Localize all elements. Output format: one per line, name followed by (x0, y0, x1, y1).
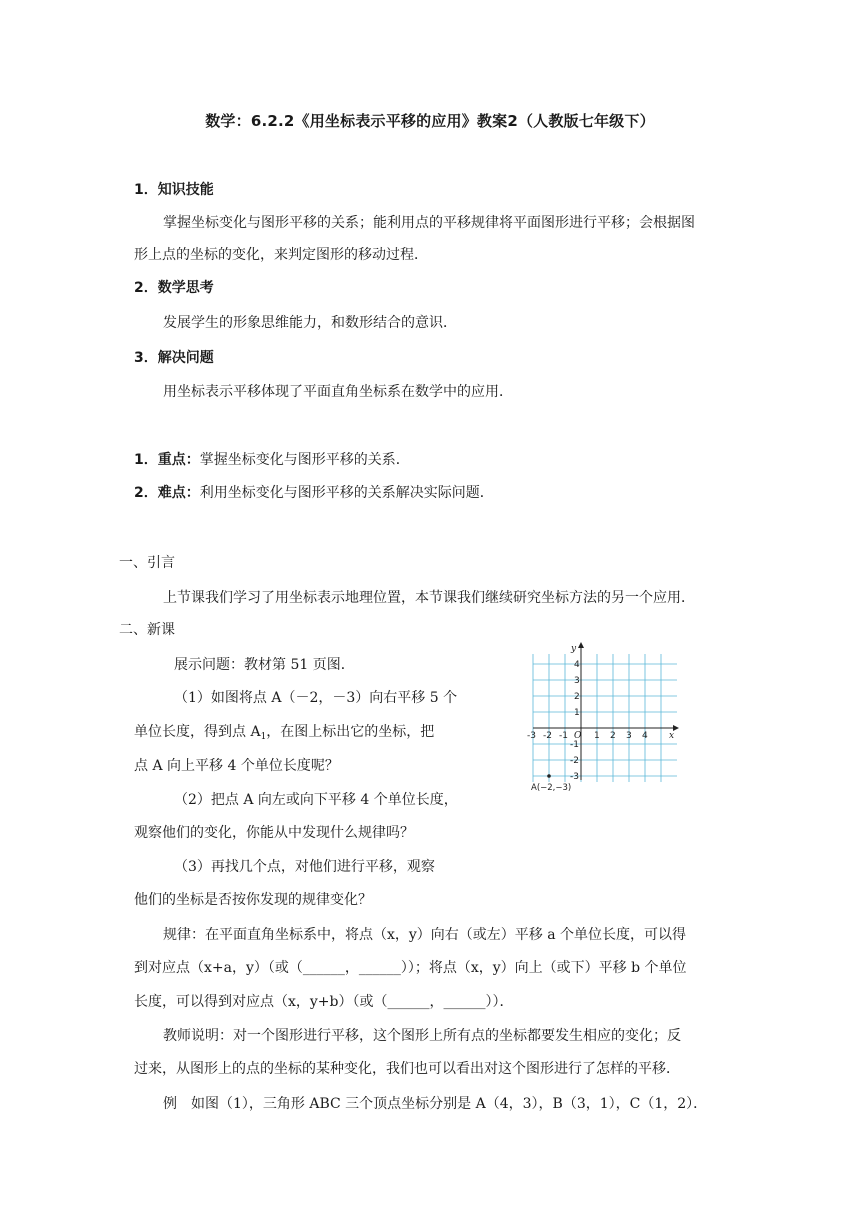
y-tick-label: 4 (574, 660, 580, 670)
paragraph-problem-solving: 用坐标表示平移体现了平面直角坐标系在数学中的应用． (163, 384, 513, 400)
teacher-note-line1: 教师说明：对一个图形进行平移，这个图形上所有点的坐标都要发生相应的变化；反 (163, 1028, 681, 1044)
paragraph-math-thinking: 发展学生的形象思维能力，和数形结合的意识． (163, 315, 457, 331)
keypoint-difficulty (134, 483, 494, 503)
y-axis-label: y (571, 644, 577, 654)
paragraph-knowledge-line1: 掌握坐标变化与图形平移的关系；能利用点的平移规律将平面图形进行平移；会根据图 (163, 215, 695, 231)
rule-line2: 到对应点（x+a，y）（或（______，______））；将点（x，y）向上（或下）平移 b 个单位 (134, 960, 687, 976)
heading-math-thinking: 2．数学思考 (134, 280, 214, 296)
y-tick-label: 2 (574, 692, 580, 702)
rule-line1: 规律：在平面直角坐标系中，将点（x，y）向右（或左）平移 a 个单位长度，可以得 (163, 927, 687, 943)
question-2-line2: 观察他们的变化，你能从中发现什么规律吗？ (134, 825, 414, 841)
keypoint-focus-label: 1．重点： (134, 452, 200, 468)
y-tick-label: -2 (570, 756, 579, 766)
heading-problem-solving: 3．解决问题 (134, 350, 214, 366)
paragraph-show-problem: 展示问题：教材第 51 页图． (174, 657, 355, 673)
x-tick-label: 2 (610, 731, 616, 741)
keypoint-difficulty-text: 利用坐标变化与图形平移的关系解决实际问题． (199, 485, 494, 501)
x-tick-label: -2 (543, 731, 552, 741)
x-axis-label: x (669, 731, 675, 741)
x-tick-label: -3 (527, 731, 536, 741)
y-tick-label: 3 (574, 676, 580, 686)
y-tick-label: -3 (570, 772, 579, 782)
question-3-line1: （3）再找几个点，对他们进行平移，观察 (174, 859, 435, 875)
y-axis-arrow (578, 642, 584, 648)
section-introduction: 一、引言 (119, 555, 175, 571)
grid-lines (533, 654, 677, 782)
point-a-marker (547, 774, 551, 778)
paragraph-knowledge-line2: 形上点的坐标的变化，来判定图形的移动过程． (134, 247, 428, 263)
point-a-label: A(−2,−3) (531, 783, 572, 793)
question-2-line1: （2）把点 A 向左或向下平移 4 个单位长度， (174, 792, 458, 808)
question-1-line3: 点 A 向上平移 4 个单位长度呢？ (134, 758, 339, 774)
y-tick-label: -1 (570, 740, 579, 750)
x-tick-label: 1 (594, 731, 600, 741)
y-tick-labels (570, 660, 580, 782)
question-1-line2 (134, 722, 434, 747)
x-tick-label: 4 (642, 731, 648, 741)
rule-line3: 长度，可以得到对应点（x，y+b）（或（______，______））． (134, 994, 514, 1010)
coordinate-grid-figure (527, 640, 687, 795)
section-new-lesson: 二、新课 (119, 622, 175, 638)
paragraph-introduction: 上节课我们学习了用坐标表示地理位置，本节课我们继续研究坐标方法的另一个应用． (163, 590, 695, 606)
keypoint-difficulty-label: 2．难点： (134, 485, 200, 501)
question-1-line1: （1）如图将点 A（－2，－3）向右平移 5 个 (174, 690, 458, 706)
example-line: 例 如图（1），三角形 ABC 三个顶点坐标分别是 A（4，3），B（3，1），C（1，2）． (163, 1096, 708, 1112)
y-tick-label: 1 (574, 708, 580, 718)
question-1-subscript: 1 (260, 732, 267, 742)
x-tick-label: 3 (626, 731, 632, 741)
x-tick-label: -1 (559, 731, 568, 741)
keypoint-focus-text: 掌握坐标变化与图形平移的关系． (199, 452, 410, 468)
question-3-line2: 他们的坐标是否按你发现的规律变化？ (134, 892, 372, 908)
x-tick-labels (527, 731, 648, 741)
teacher-note-line2: 过来，从图形上的点的坐标的某种变化，我们也可以看出对这个图形进行了怎样的平移． (134, 1061, 680, 1077)
question-1-line2-post: ，在图上标出它的坐标，把 (266, 724, 435, 740)
origin-label: O (574, 731, 582, 741)
page-title: 数学：6.2.2《用坐标表示平移的应用》教案2（人教版七年级下） (205, 112, 655, 130)
question-1-line2-pre: 单位长度，得到点 A (134, 724, 261, 740)
keypoint-focus (134, 450, 410, 470)
heading-knowledge-skills: 1．知识技能 (134, 182, 214, 198)
